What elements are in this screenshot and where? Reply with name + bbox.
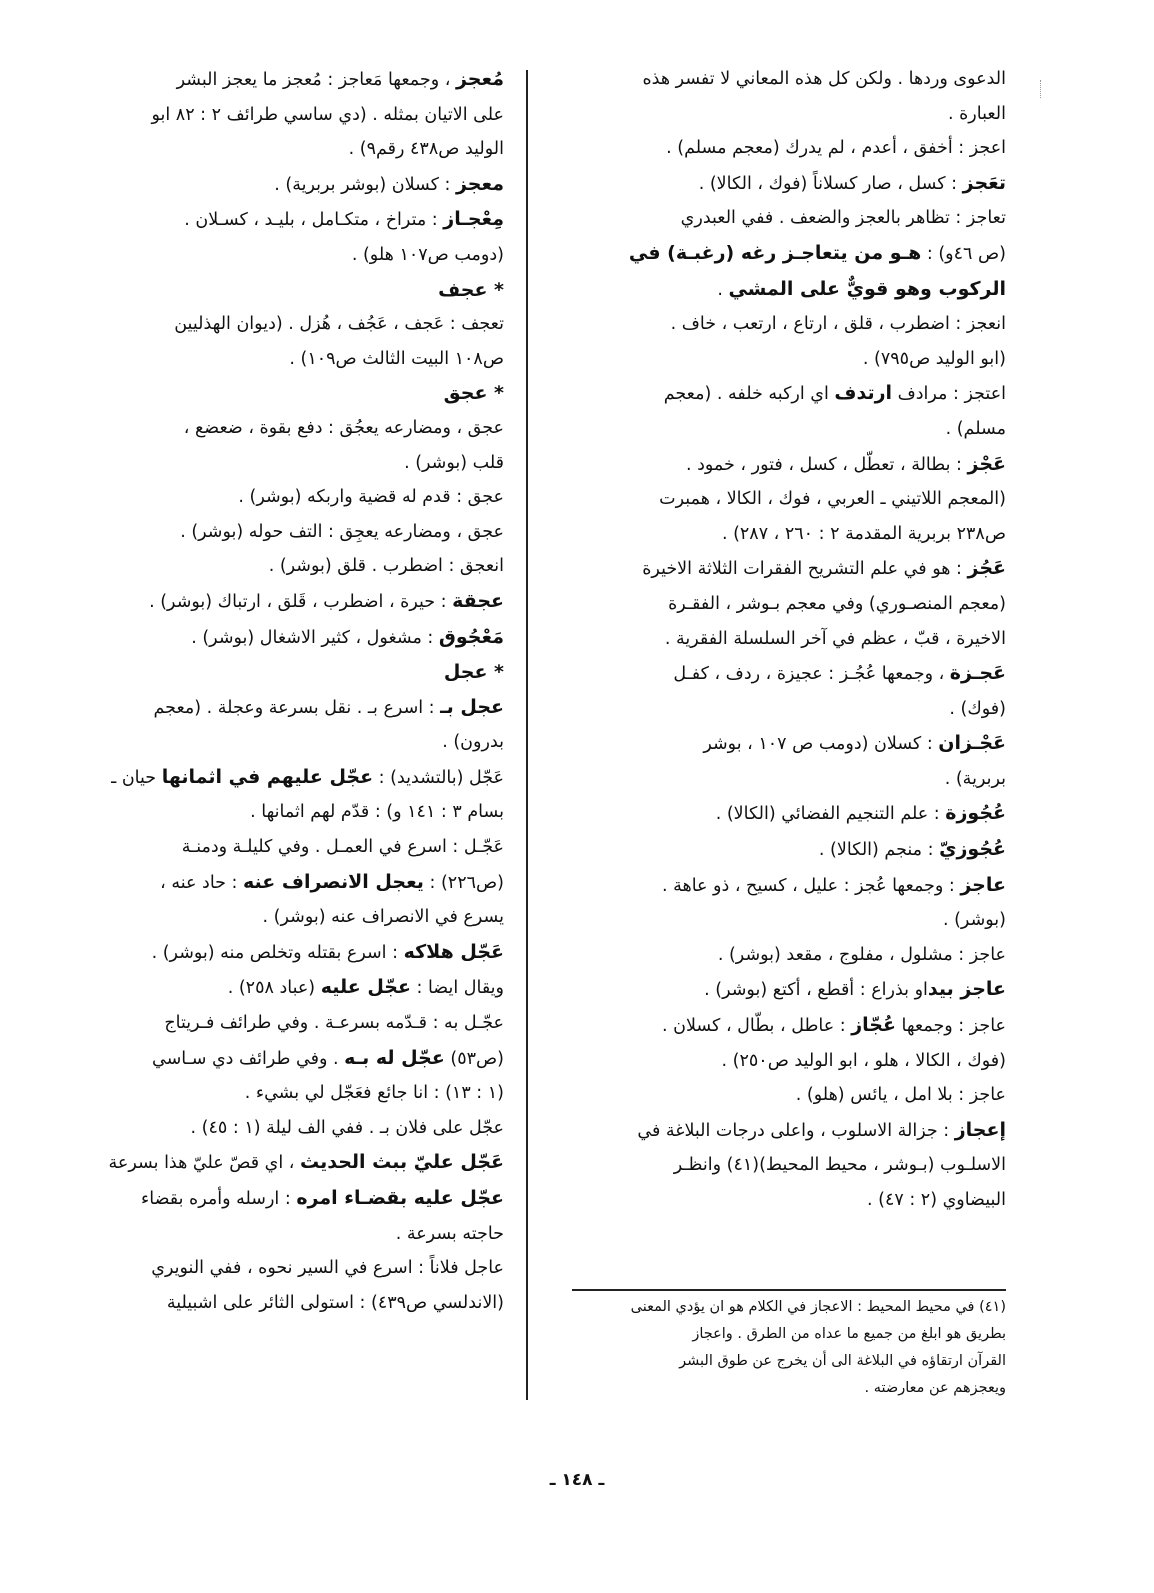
text-line: [576, 1113, 1006, 1149]
text-line: [64, 1006, 504, 1041]
page-number: ـ ١٤٨ ـ: [549, 1470, 605, 1490]
headword: تعَجز: [962, 171, 1006, 194]
headword: عَجُز: [967, 557, 1006, 580]
text-line: [64, 515, 504, 550]
definition-text: : علم التنجيم الفضائي (الكالا) .: [715, 804, 946, 825]
footnote: [576, 1294, 1006, 1402]
definition-text: (بوشر) .: [942, 910, 1006, 931]
text-line: [64, 760, 504, 796]
definition-text: (ص٢٢٦) :: [423, 872, 504, 893]
text-line: [576, 1008, 1006, 1044]
definition-text: : متراخ ، متكـامل ، بليـد ، كسـلان .: [184, 210, 444, 231]
headword: عاجز بيد: [927, 978, 1006, 1001]
definition-text: عجّل على فلان بـ . ففي الف ليلة (١ : ٤٥) .: [190, 1117, 504, 1138]
definition-text: (فوك) .: [949, 698, 1006, 719]
definition-text: اعتجز : مرادف: [892, 384, 1006, 405]
definition-text: : عاطل ، بطّال ، كسلان .: [662, 1016, 852, 1037]
headword: الركوب وهو قويٌّ على المشي: [728, 277, 1006, 300]
headword: عُجُوزة: [945, 802, 1006, 825]
definition-text: البيضاوي (٢ : ٤٧) .: [866, 1190, 1006, 1210]
text-line: [64, 307, 504, 342]
text-line: [64, 1181, 504, 1217]
definition-text: عَجّل (بالتشديد) :: [373, 767, 504, 788]
text-line: [576, 166, 1006, 202]
definition-text: على الاتيان بمثله . (دي ساسي طرائف ٢ : ٨٢ ابو: [151, 104, 504, 125]
left-column: [64, 62, 504, 1320]
text-line: [576, 307, 1006, 342]
definition-text: (ص ٤٦و) :: [921, 243, 1006, 264]
definition-text: انعجق : اضطرب . قلق (بوشر) .: [268, 556, 504, 577]
text-line: [64, 725, 504, 760]
definition-text: : بطالة ، تعطّل ، كسل ، فتور ، خمود .: [685, 454, 968, 475]
text-line: [576, 762, 1006, 797]
definition-text: اي اركبه خلفه . (معجم: [663, 384, 835, 405]
definition-text: عجق : قدم له قضية واربكه (بوشر) .: [238, 487, 504, 508]
headword: عُجّاز: [851, 1014, 896, 1037]
definition-text: عجّـل به : قـدّمه بسرعـة . وفي طرائف فـريتاج: [164, 1013, 504, 1034]
headword: * عجق: [443, 382, 504, 405]
definition-text: (فوك ، الكالا ، هلو ، ابو الوليد ص٢٥٠) .: [721, 1050, 1006, 1071]
text-line: [576, 1078, 1006, 1113]
text-line: [64, 795, 504, 830]
definition-text: يسرع في الانصراف عنه (بوشر) .: [262, 907, 504, 928]
definition-text: : مشغول ، كثير الاشغال (بوشر) .: [191, 627, 439, 648]
definition-text: (دومب ص١٠٧ هلو) .: [351, 244, 504, 265]
text-line: [576, 201, 1006, 236]
text-line: [576, 517, 1006, 552]
definition-text: العبارة .: [948, 103, 1006, 124]
definition-text: : جزالة الاسلوب ، واعلى درجات البلاغة في: [637, 1120, 955, 1141]
definition-text: (ابو الوليد ص٧٩٥) .: [862, 348, 1006, 369]
definition-text: : كسل ، صار كسلاناً (فوك ، الكالا) .: [698, 173, 963, 194]
text-line: [64, 238, 504, 273]
headword: عجقة: [452, 589, 504, 612]
text-line: [64, 98, 504, 133]
headword: عجل بـ: [440, 695, 504, 718]
definition-text: الوليد ص٤٣٨ رقم٩) .: [348, 139, 504, 160]
text-line: [64, 446, 504, 481]
definition-text: (عباد ٢٥٨) .: [227, 978, 321, 999]
headword: مُعجز: [455, 68, 504, 90]
text-line: [64, 549, 504, 584]
definition-text: (معجم المنصـوري) وفي معجم بـوشر ، الفقـرة: [668, 593, 1006, 614]
definition-text: (الاندلسي ص٤٣٩) : استولى الثائر على اشبيلية: [166, 1292, 504, 1313]
definition-text: : هو في علم التشريح الفقرات الثلاثة الاخيرة: [642, 559, 968, 580]
definition-text: حاجته بسرعة .: [395, 1223, 504, 1244]
text-line: [576, 726, 1006, 762]
definition-text: الاسلـوب (بـوشر ، محيط المحيط)(٤١) وانظـر: [673, 1155, 1006, 1176]
definition-text: (١ : ١٣) : انا جائع فعَجّل لي بشيء .: [244, 1083, 504, 1104]
text-line: [576, 236, 1006, 272]
headword: * عجل: [443, 661, 504, 684]
definition-text: (ص٥٣): [444, 1048, 504, 1069]
text-line: [576, 272, 1006, 308]
text-line: [64, 342, 504, 377]
text-line: [576, 551, 1006, 587]
text-line: [64, 584, 504, 620]
headword: ارتدف: [834, 382, 893, 405]
definition-text: الاخيرة ، قبّ ، عظم في آخر السلسلة الفقرية .: [664, 628, 1006, 649]
definition-text: بربرية) .: [944, 768, 1006, 789]
definition-text: ويقال ايضا :: [410, 978, 504, 999]
text-line: [576, 692, 1006, 727]
headword: عَجْز: [967, 452, 1006, 475]
definition-text: ، وجمعها عُجُـز : عجيزة ، ردف ، كفـل: [673, 664, 950, 685]
definition-text: عجق ، ومضارعه يعجُق : دفع بقوة ، ضعضع ،: [183, 417, 504, 438]
definition-text: ، وجمعها مَعاجز : مُعجز ما يعجز البشر: [176, 70, 456, 90]
text-line: [576, 131, 1006, 166]
text-line: [576, 938, 1006, 973]
headword: * عجف: [438, 278, 504, 301]
column-divider: [526, 70, 528, 1400]
text-line: [576, 656, 1006, 692]
definition-text: او بذراع : أقطع ، أكتع (بوشر) .: [704, 980, 928, 1001]
headword: معجز: [455, 172, 504, 195]
definition-text: عاجل فلاناً : اسرع في السير نحوه ، ففي النويري: [151, 1258, 504, 1279]
text-line: [64, 690, 504, 726]
headword: هـو من يتعاجـز رغه (رغبـة) في: [628, 241, 922, 264]
headword: عجّل عليه بقضـاء امره: [296, 1187, 504, 1209]
text-line: [576, 1148, 1006, 1183]
text-line: [576, 62, 1006, 97]
definition-text: تعاجز : تظاهر بالعجز والضعف . ففي العبدري: [680, 208, 1006, 229]
headword: إعجاز: [954, 1118, 1006, 1141]
definition-text: بسام ٣ : ١٤١ و) : قدّم لهم اثمانها .: [250, 802, 504, 823]
definition-text: عجق ، ومضارعه يعجِق : التف حوله (بوشر) .: [180, 521, 504, 542]
text-line: [576, 622, 1006, 657]
definition-text: : كسلان (دومب ص ١٠٧ ، بوشر: [703, 734, 939, 755]
headword: مَعْجُوق: [438, 625, 504, 648]
text-line: [576, 1044, 1006, 1079]
text-line: [64, 830, 504, 865]
definition-text: . وفي طرائف دي سـاسي: [152, 1048, 345, 1069]
headword: عَجْـزان: [938, 732, 1006, 755]
text-line: [576, 903, 1006, 938]
footnote-line: ويعجزهم عن معارضته .: [864, 1380, 1006, 1396]
text-line: [576, 412, 1006, 447]
definition-text: : اسرع بقتله وتخلص منه (بوشر) .: [151, 942, 404, 963]
text-line: [64, 935, 504, 971]
text-line: [64, 62, 504, 98]
text-line: [576, 447, 1006, 483]
headword: عَجّل عليّ ببث الحديث: [300, 1151, 504, 1174]
headword: عُجُوزيّ: [939, 838, 1006, 861]
definition-text: الدعوى وردها . ولكن كل هذه المعاني لا تفسر هذه: [642, 69, 1006, 89]
definition-text: .: [717, 279, 729, 300]
text-line: [576, 97, 1006, 132]
section-heading: [64, 655, 504, 690]
headword: عجّل له بـه: [344, 1046, 445, 1069]
text-line: [576, 342, 1006, 377]
definition-text: اعجز : أخفق ، أعدم ، لم يدرك (معجم مسلم) .: [666, 138, 1006, 159]
text-line: [64, 132, 504, 167]
headword: عجّل عليهم في اثمانها: [161, 765, 374, 788]
definition-text: عاجز : وجمعها: [895, 1016, 1006, 1037]
right-column: [576, 62, 1006, 1218]
text-line: [576, 972, 1006, 1008]
definition-text: : كسلان (بوشر بربرية) .: [274, 174, 456, 195]
definition-text: ، اي قصّ عليّ هذا بسرعة: [108, 1153, 300, 1174]
text-line: [64, 900, 504, 935]
text-line: [576, 587, 1006, 622]
text-line: [576, 376, 1006, 412]
text-line: [64, 1217, 504, 1252]
text-line: [64, 865, 504, 901]
text-line: [576, 1183, 1006, 1218]
section-heading: [64, 376, 504, 411]
definition-text: : وجمعها عُجز : عليل ، كسيح ، ذو عاهة .: [661, 875, 961, 896]
definition-text: : اسرع بـ . نقل بسرعة وعجلة . (معجم: [153, 697, 441, 718]
definition-text: مسلم) .: [945, 418, 1006, 439]
definition-text: عاجز : مشلول ، مفلوج ، مقعد (بوشر) .: [717, 944, 1006, 965]
footnote-line: (٤١) في محيط المحيط : الاعجاز في الكلام هو ان يؤدي المعنى: [630, 1299, 1006, 1315]
headword: عَجـزة: [949, 662, 1006, 685]
text-line: [64, 1251, 504, 1286]
text-line: [64, 167, 504, 203]
text-line: [576, 868, 1006, 904]
definition-text: : منجم (الكالا) .: [818, 840, 940, 861]
headword: مِعْجـاز: [443, 208, 504, 231]
text-line: [64, 480, 504, 515]
text-line: [64, 1111, 504, 1146]
definition-text: بدرون) .: [442, 732, 504, 753]
definition-text: حيان ـ: [111, 767, 162, 788]
text-line: [64, 970, 504, 1006]
text-line: [64, 202, 504, 238]
definition-text: عاجز : بلا امل ، يائس (هلو) .: [795, 1085, 1006, 1106]
text-line: [576, 832, 1006, 868]
text-line: [576, 796, 1006, 832]
footnote-line: القرآن ارتقاؤه في البلاغة الى أن يخرج عن طوق البشر: [679, 1353, 1006, 1369]
definition-text: قلب (بوشر) .: [404, 452, 504, 473]
text-line: [576, 482, 1006, 517]
definition-text: تعجف : عَجف ، عَجُف ، هُزل . (ديوان الهذليين: [174, 314, 504, 335]
footnote-line: بطريق هو ابلغ من جميع ما عداه من الطرق . واعجاز: [692, 1326, 1006, 1342]
definition-text: انعجز : اضطرب ، قلق ، ارتاع ، ارتعب ، خاف .: [670, 314, 1006, 335]
text-line: [64, 620, 504, 656]
headword: يعجل الانصراف عنه: [243, 870, 424, 893]
footnote-divider: [572, 1289, 1006, 1291]
text-line: [64, 1286, 504, 1321]
margin-mark: [1040, 80, 1044, 98]
definition-text: ص١٠٨ البيت الثالث ص١٠٩) .: [289, 348, 504, 369]
text-line: [64, 411, 504, 446]
section-heading: [64, 273, 504, 308]
headword: عَجّل هلاكه: [403, 940, 504, 963]
definition-text: (المعجم اللاتيني ـ العربي ، فوك ، الكالا ، همبرت: [659, 489, 1006, 510]
headword: عجّل عليه: [320, 976, 411, 999]
definition-text: عَجّـل : اسرع في العمـل . وفي كليلـة ودمنـة: [181, 837, 504, 858]
definition-text: ص٢٣٨ بربرية المقدمة ٢ : ٢٦٠ ، ٢٨٧) .: [721, 523, 1006, 544]
text-line: [64, 1076, 504, 1111]
headword: عاجز: [960, 873, 1006, 896]
definition-text: : ارسله وأمره بقضاء: [141, 1189, 297, 1209]
definition-text: : حاد عنه ،: [160, 872, 244, 893]
text-line: [64, 1041, 504, 1077]
definition-text: : حيرة ، اضطرب ، قَلق ، ارتباك (بوشر) .: [149, 591, 453, 612]
text-line: [64, 1145, 504, 1181]
